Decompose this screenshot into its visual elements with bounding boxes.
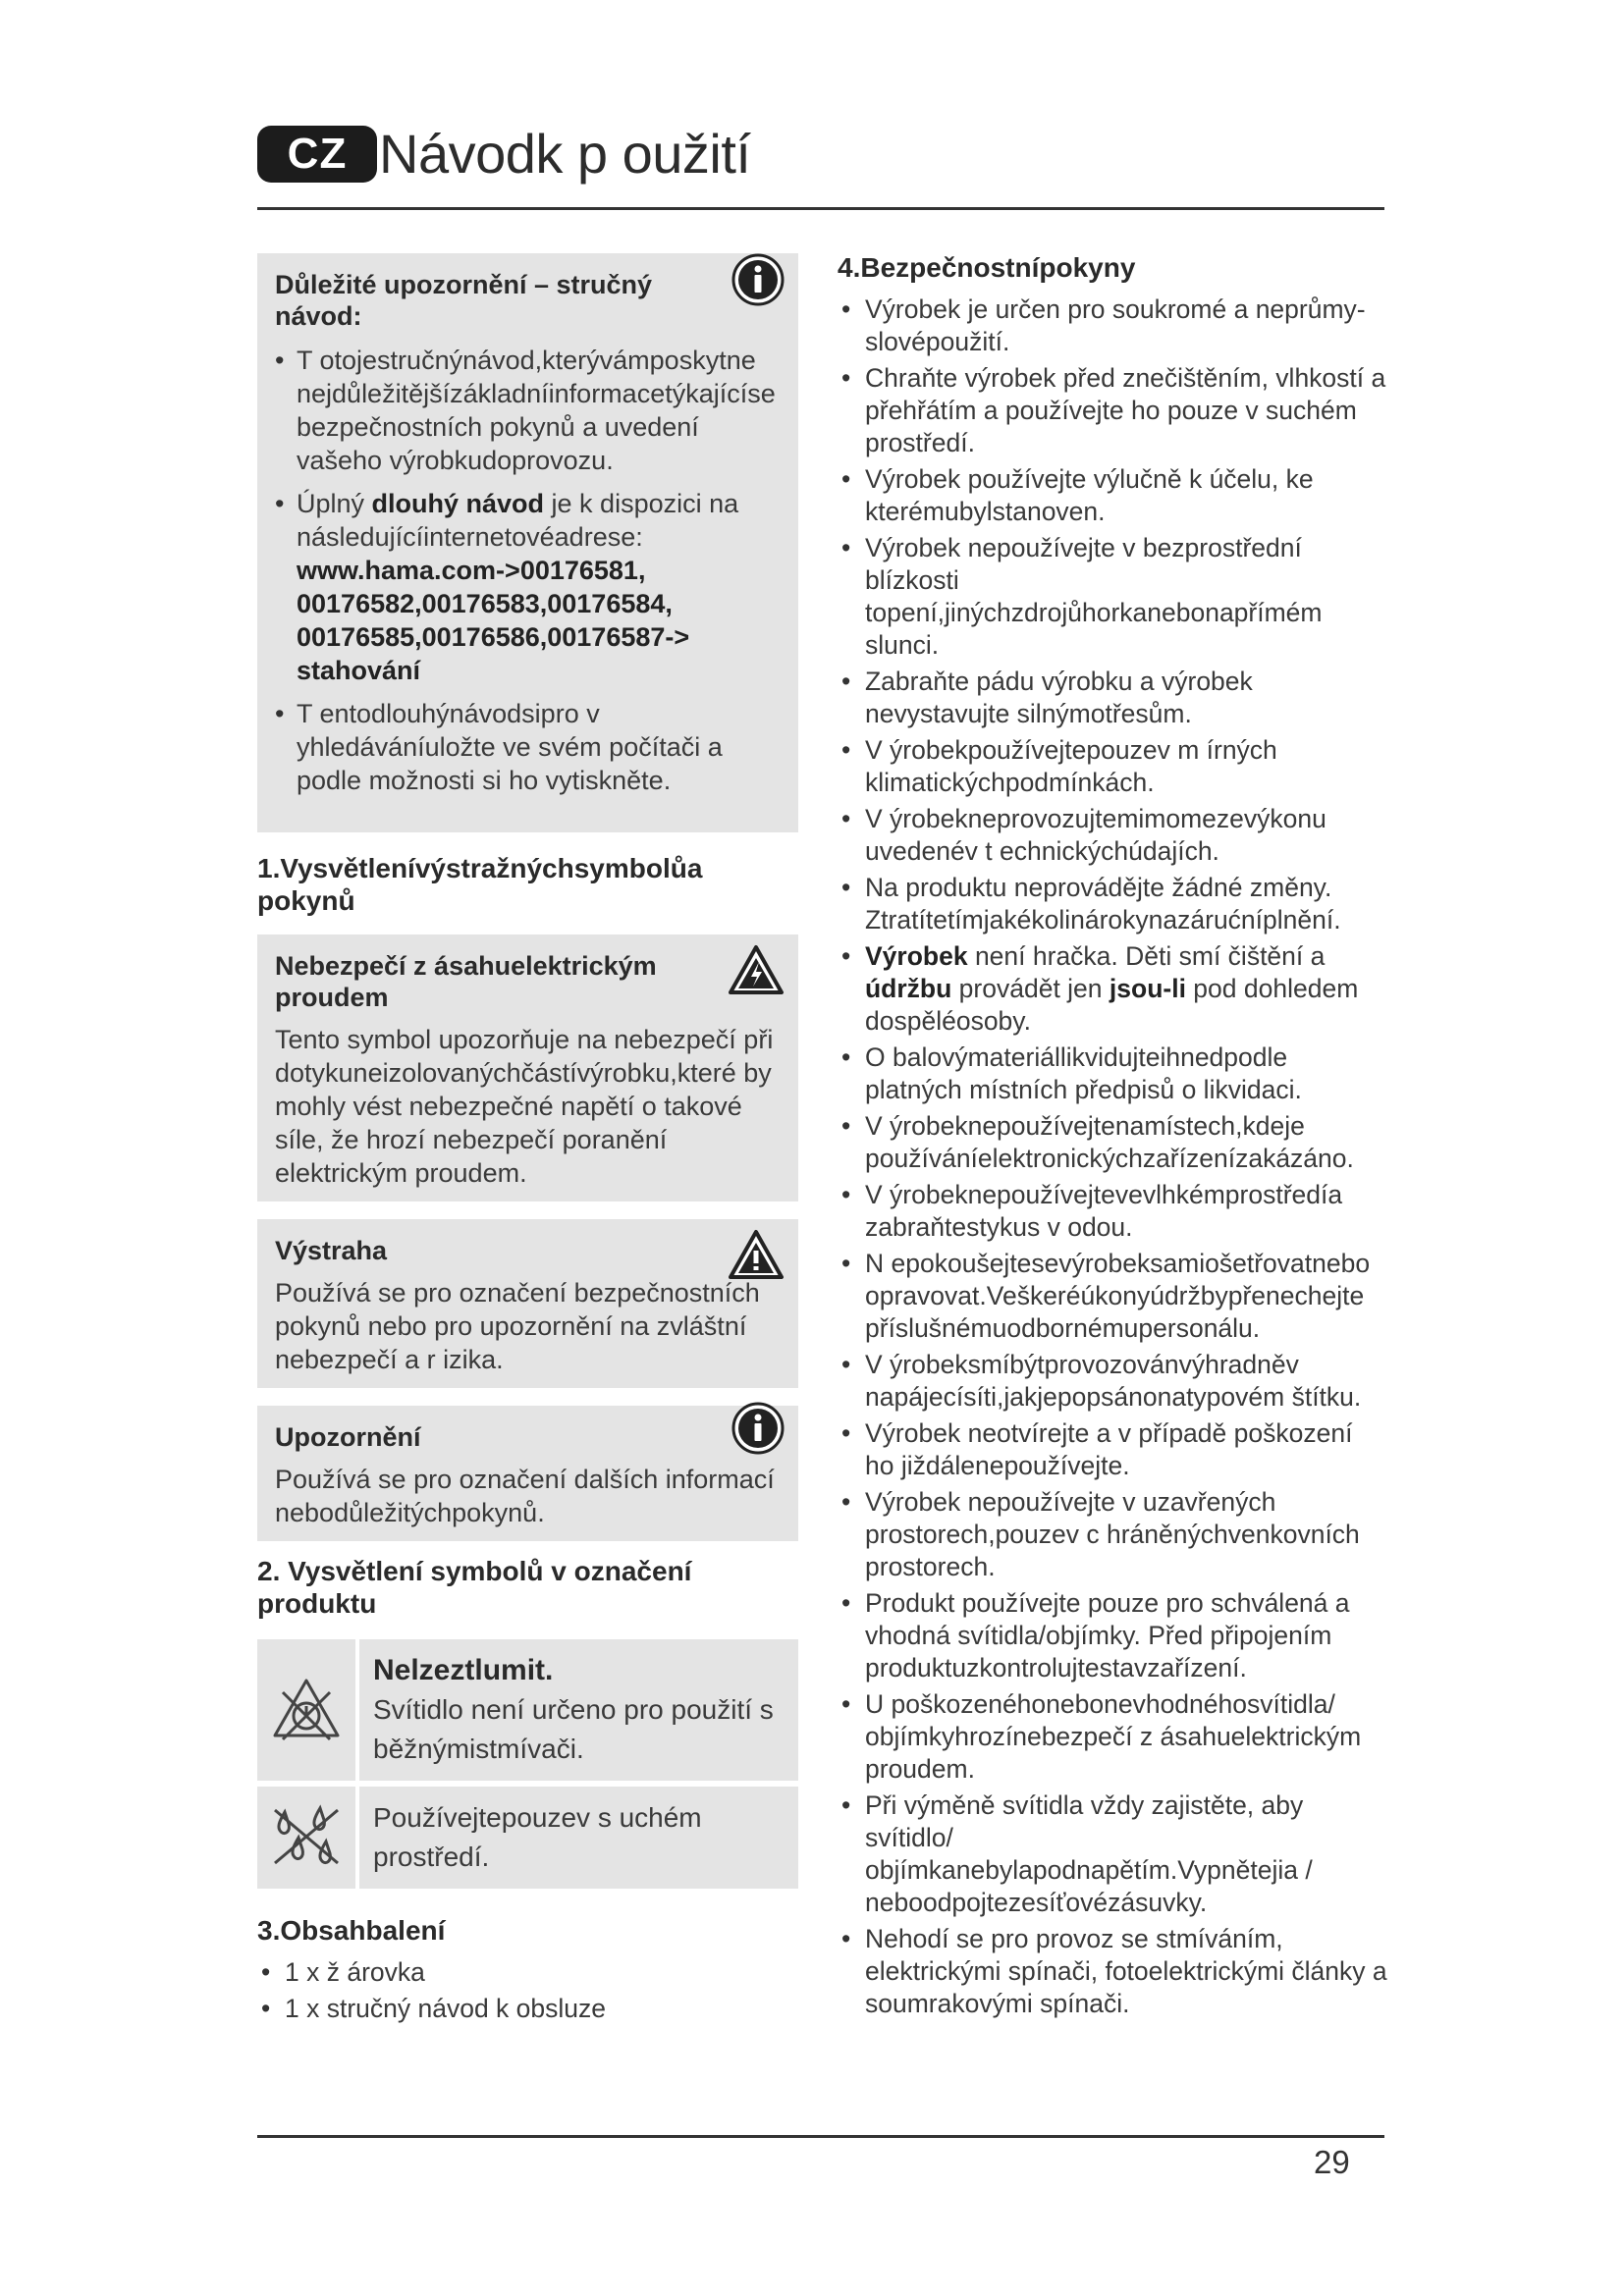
list-item: • Chraňte výrobek před znečištěním, vlhkostí a přehřátím a používejte ho pouze v suchém prostředí. [838, 362, 1387, 459]
list-item [838, 940, 1387, 1038]
table-row [257, 1787, 798, 1889]
list-item: • V ýrobekneprovozujtemimomezevýkonu uvedenév t echnickýchúdajích. [838, 803, 1387, 868]
item-text: Úplný [297, 489, 372, 518]
page-title: Návodk p oužití [379, 123, 751, 185]
list-item: • Na produktu neprovádějte žádné změny. Ztratítetímjakékolinárokynazárućníplnění. [838, 872, 1387, 936]
symbol-title: Nelzeztlumit. [373, 1654, 554, 1686]
box-text: Tento symbol upozorňuje na nebezpečí při dotykuneizolovanýchčástívýrobku,které by mohly vést nebezpečné napětí o takové síle, že hrozí nebezpečí poranění elektrickým proudem. [275, 1025, 774, 1188]
list-item: • Zabraňte pádu výrobku a výrobek nevystavujte silnýmotřesům. [838, 666, 1387, 730]
list-item: • T entodlouhýnávodsipro v yhledáváníuložte ve svém počítači a podle možnosti si ho vytiskněte. [275, 697, 781, 797]
list-item: • V ýrobekpoužívejtepouzev m írných klimatickýchpodmínkách. [838, 734, 1387, 799]
electric-hazard-box [257, 934, 798, 1201]
package-contents-list [257, 1956, 798, 2025]
right-column [838, 251, 1387, 2024]
box-title: Nebezpečí z ásahuelektrickým proudem [275, 951, 657, 1012]
section-1-heading: 1.Vysvětlenívýstražnýchsymbolůa pokynů [257, 853, 703, 916]
item-bold: Výrobek [865, 941, 968, 971]
left-column [257, 253, 798, 2029]
list-item: • Výrobek nepoužívejte v uzavřených prostorech,pouzev c hráněnýchvenkovních prostorech. [838, 1486, 1387, 1583]
info-icon [731, 253, 785, 311]
table-row [257, 1639, 798, 1781]
list-item: • Výrobek nepoužívejte v bezprostřední blízkosti topení,jinýchzdrojůhorkanebonapřímém slunci. [838, 532, 1387, 662]
footer-rule [257, 2135, 1384, 2138]
warning-box [257, 1219, 798, 1388]
list-item: • 1 x stručný návod k obsluze [257, 1993, 798, 2025]
item-bold: jsou-li [1109, 974, 1186, 1003]
warning-icon [728, 1229, 785, 1285]
item-text: není hračka. Děti smí čištění a [967, 941, 1326, 971]
symbol-icon-cell [257, 1639, 359, 1781]
page-number: 29 [1314, 2144, 1350, 2180]
list-item: • Výrobek neotvírejte a v případě poškození ho jiždálenepoužívejte. [838, 1417, 1387, 1482]
notice-box [257, 1406, 798, 1541]
list-item: • T otojestručnýnávod,kterývámposkytne nejdůležitějšízákladníinformacetýkajícíse bezpečnostních pokynů a uvedení vašeho výrobkudoprovozu. [275, 344, 781, 477]
list-item: • Výrobek používejte výlučně k účelu, ke kterémubylstanoven. [838, 463, 1387, 528]
box-text: Používá se pro označení dalších informací nebodůležitýchpokynů. [275, 1465, 775, 1527]
section-2-heading: 2. Vysvětlení symbolů v označení produktu [257, 1556, 692, 1619]
list-item: • V ýrobeksmíbýtprovozovánvýhradněv napájecísíti,jakjepopsánonatypovém štítku. [838, 1349, 1387, 1414]
list-item: • U poškozenéhonebonevhodnéhosvítidla/ objímkyhrozínebezpečí z ásahuelektrickým proudem. [838, 1688, 1387, 1786]
language-badge: CZ [257, 126, 377, 183]
list-item: • O balovýmateriállikvidujteihnedpodle platných místních předpisů o likvidaci. [838, 1041, 1387, 1106]
item-bold: dlouhý návod [371, 489, 545, 518]
item-text: pod dohledem dospěléosoby. [865, 974, 1359, 1036]
section-3-heading: 3.Obsahbalení [257, 1915, 446, 1946]
intro-list [275, 344, 781, 797]
symbol-text: Používejtepouzev s uchém prostředí. [373, 1802, 702, 1872]
section-4-heading: 4.Bezpečnostnípokyny [838, 252, 1136, 283]
intro-title: Důležité upozornění – stručný návod: [275, 270, 653, 331]
page-header [257, 118, 1384, 212]
list-item: • V ýrobeknepoužívejtevevlhkémprostředía zabraňtestykus v odou. [838, 1179, 1387, 1244]
item-text: provádět jen [951, 974, 1110, 1003]
box-text: Používá se pro označení bezpečnostních pokynů nebo pro upozornění na zvláštní nebezpečí a r izika. [275, 1278, 760, 1374]
list-item: • Produkt používejte pouze pro schválená a vhodná svítidla/objímky. Před připojením produktuzkontrolujtestavzařízení. [838, 1587, 1387, 1684]
list-item: • V ýrobeknepoužívejtenamístech,kdeje používáníelektronickýchzařízenízakázáno. [838, 1110, 1387, 1175]
list-item: • Výrobek je určen pro soukromé a neprůmy- slovépoužití. [838, 294, 1387, 358]
download-link[interactable]: www.hama.com->00176581, 00176582,00176583,00176584, 00176585,00176586,00176587-> stahování [297, 556, 690, 685]
symbol-text-cell [359, 1639, 798, 1781]
electric-warning-icon [728, 944, 785, 1000]
intro-box [257, 253, 798, 832]
symbol-text: Svítidlo není určeno pro použití s běžnýmistmívači. [373, 1694, 774, 1764]
list-item: • Při výměně svítidla vždy zajistěte, aby svítidlo/ objímkanebylapodnapětím.Vypnětejia / neboodpojtezesíťovézásuvky. [838, 1789, 1387, 1919]
no-dimmer-icon [269, 1733, 344, 1749]
box-title: Upozornění [275, 1422, 421, 1452]
symbol-icon-cell [257, 1787, 359, 1889]
info-icon [731, 1402, 785, 1460]
item-bold: údržbu [865, 974, 952, 1003]
list-item [275, 487, 781, 687]
header-rule [257, 207, 1384, 210]
dry-location-icon [269, 1854, 344, 1871]
list-item: • 1 x ž árovka [257, 1956, 798, 1989]
symbol-table [257, 1633, 798, 1895]
item-text: je k dispozici na následujícíinternetovéadrese: [297, 489, 739, 552]
safety-list [838, 294, 1387, 2020]
symbol-text-cell [359, 1787, 798, 1889]
list-item: • N epokoušejtesevýrobeksamiošetřovatnebo opravovat.Veškeréúkonyúdržbypřenechejte příslušnémuodbornémupersonálu. [838, 1248, 1387, 1345]
box-title: Výstraha [275, 1236, 388, 1265]
list-item: • Nehodí se pro provoz se stmíváním, elektrickými spínači, fotoelektrickými články a soumrakovými spínači. [838, 1923, 1387, 2020]
